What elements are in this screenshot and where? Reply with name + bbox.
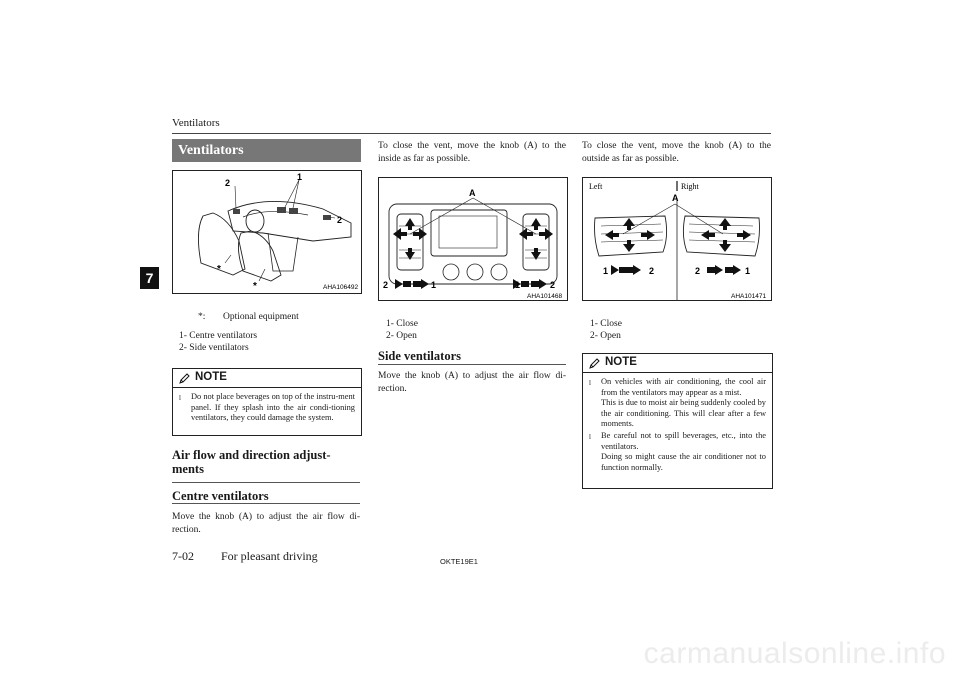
figure-code: AHA101468 bbox=[527, 293, 563, 300]
list-num: 1- bbox=[590, 319, 598, 329]
callout-2-right: 2 bbox=[337, 215, 343, 225]
section-banner: Ventilators bbox=[172, 139, 361, 162]
callout-1-left: 1 bbox=[603, 266, 609, 276]
bullet-text bbox=[601, 431, 766, 473]
note-bullet bbox=[589, 377, 766, 430]
note-header bbox=[583, 354, 772, 373]
note-bullet bbox=[179, 392, 355, 424]
note-header bbox=[173, 369, 361, 388]
note-bullet bbox=[589, 431, 766, 473]
callout-star-right: * bbox=[253, 281, 257, 292]
callout-1: 1 bbox=[297, 172, 303, 182]
note-label: NOTE bbox=[195, 371, 227, 383]
footer-title: For pleasant driving bbox=[221, 549, 318, 563]
header-rule bbox=[172, 133, 771, 134]
list-num: 1- bbox=[179, 331, 187, 341]
callout-2-left: 2 bbox=[383, 280, 389, 290]
bullet-text: Do not place beverages on top of the instru-ment panel. If they splash into the air condi-tioning ventilators, they could damage the system. bbox=[191, 392, 355, 423]
para-close-inside: To close the vent, move the knob (A) to the inside as far as possible. bbox=[378, 141, 566, 164]
list-num: 2- bbox=[590, 331, 598, 341]
note-label: NOTE bbox=[605, 356, 637, 368]
figure-side-ventilators bbox=[582, 177, 772, 301]
right-vent-arrows bbox=[519, 218, 553, 260]
list-text: Close bbox=[600, 319, 622, 329]
list-num: 2- bbox=[386, 331, 394, 341]
callout-1-right: 1 bbox=[515, 280, 521, 290]
callout-2-left: 2 bbox=[649, 266, 655, 276]
list-text: Close bbox=[396, 319, 418, 329]
list-text: Open bbox=[600, 331, 621, 341]
bullet-line: This is due to moist air being suddenly cooled by the air conditioning. This will clear after a few moments. bbox=[601, 398, 766, 429]
list-item bbox=[386, 318, 418, 330]
note-box bbox=[582, 353, 773, 489]
figure-code: AHA101471 bbox=[731, 293, 767, 300]
heading-rule bbox=[172, 482, 360, 483]
list-item bbox=[179, 342, 249, 354]
note-box bbox=[172, 368, 362, 436]
figure-code: AHA106492 bbox=[323, 284, 359, 291]
vent-arrows bbox=[605, 218, 751, 275]
bullet-line: On vehicles with air conditioning, the cool air from the ventilators may appear as a mist. bbox=[601, 377, 766, 397]
side-vent-illustration bbox=[583, 178, 771, 300]
callout-star-left: * bbox=[217, 264, 221, 275]
list-text: Centre ventilators bbox=[189, 331, 258, 341]
heading-centre-ventilators: Centre ventilators bbox=[172, 489, 269, 503]
callout-a: A bbox=[469, 188, 476, 198]
heading-side-ventilators: Side ventilators bbox=[378, 349, 461, 363]
pencil-note-icon bbox=[179, 372, 191, 384]
list-item bbox=[386, 330, 417, 342]
para-centre: Move the knob (A) to adjust the air flow di-rection. bbox=[172, 512, 360, 535]
figure-centre-ventilators bbox=[378, 177, 568, 301]
footnote-key: *: bbox=[198, 312, 206, 322]
list-num: 2- bbox=[179, 343, 187, 353]
callout-1-right: 1 bbox=[745, 266, 751, 276]
callout-a: A bbox=[672, 193, 679, 203]
bullet-line: Doing so might cause the air conditioner not to function normally. bbox=[601, 452, 766, 472]
left-vent-arrows bbox=[393, 218, 427, 260]
label-left: Left bbox=[589, 182, 603, 191]
footnote-text: Optional equipment bbox=[223, 312, 299, 322]
list-item bbox=[179, 330, 257, 342]
list-item bbox=[590, 330, 621, 342]
figure-ventilator-locations bbox=[172, 170, 362, 294]
callout-2-right: 2 bbox=[550, 280, 556, 290]
label-right: Right bbox=[681, 182, 699, 191]
list-item bbox=[590, 318, 622, 330]
centre-vent-illustration bbox=[379, 178, 567, 300]
bullet-mark: l bbox=[589, 432, 591, 441]
callout-2-left: 2 bbox=[225, 178, 231, 188]
heading-rule bbox=[378, 364, 566, 365]
note-body bbox=[583, 373, 772, 478]
interior-illustration bbox=[173, 171, 361, 293]
list-text: Open bbox=[396, 331, 417, 341]
callout-2-right: 2 bbox=[695, 266, 701, 276]
running-header: Ventilators bbox=[172, 117, 220, 129]
note-body bbox=[173, 388, 361, 429]
heading-airflow: Air flow and direction adjust-ments bbox=[172, 448, 331, 476]
pencil-note-icon bbox=[589, 357, 601, 369]
watermark: carmanualsonline.info bbox=[643, 637, 946, 670]
para-side: Move the knob (A) to adjust the air flow di-rection. bbox=[378, 371, 566, 394]
bullet-mark: l bbox=[589, 379, 591, 387]
bullet-text bbox=[601, 377, 766, 430]
footer-code: OKTE19E1 bbox=[440, 557, 478, 566]
list-text: Side ventilators bbox=[189, 343, 249, 353]
bullet-line: Be careful not to spill beverages, etc., into the ventilators. bbox=[601, 430, 766, 451]
callout-1-left: 1 bbox=[431, 280, 437, 290]
list-num: 1- bbox=[386, 319, 394, 329]
page-number: 7-02 bbox=[172, 549, 194, 563]
bullet-mark: l bbox=[179, 394, 181, 402]
chapter-tab: 7 bbox=[140, 267, 159, 289]
heading-rule bbox=[172, 503, 360, 504]
para-close-outside: To close the vent, move the knob (A) to the outside as far as possible. bbox=[582, 141, 771, 164]
